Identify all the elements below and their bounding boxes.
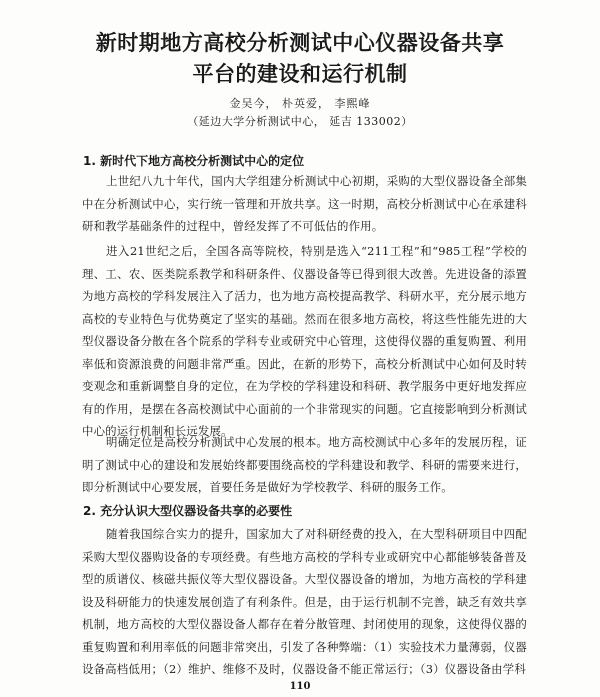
author-affiliation: （延边大学分析测试中心， 延吉 133002） <box>187 115 413 128</box>
paper-title-line-1: 新时期地方高校分析测试中心仪器设备共享 <box>95 31 505 55</box>
section-1-paragraph-2: 进入21世纪之后，全国各高等院校，特别是选入“211工程”和“985工程”学校的理、工、农、医类院系教学和科研条件、仪器设备等已得到很大改善。先进设备的添置为地方高校的学科发展注入了活力，也为地方高校提高教学、科研水平，充分展示地方高校的专业特色与优势奠定了坚实的基础。然而在很多地方高校，将这些性能先进的大型仪器设备分散在各个院系的学科专业或研究中心管理，这使得仪器的重复购置、利用率低和资源浪费的问题非常严重。因此，在新的形势下，高校分析测试中心如何及时转变观念和重新调整自身的定位，在为学校的学科建设和科研、教学服务中更好地发挥应有的作用，是摆在各高校测试中心面前的一个非常现实的问题。它直接影响到分析测试中心的运行机制和长远发展。 <box>82 244 527 438</box>
section-1-paragraph-1: 上世纪八九十年代，国内大学组建分析测试中心初期，采购的大型仪器设备全部集中在分析测试中心，实行统一管理和开放共享。这一时期，高校分析测试中心在承建科研和教学基础条件的过程中，曾经发挥了不可低估的作用。 <box>82 174 527 233</box>
page-number: 110 <box>289 681 311 692</box>
section-2-paragraph-1: 随着我国综合实力的提升，国家加大了对科研经费的投入，在大型科研项目中四配采购大型仪器购设备的专项经费。有些地方高校的学科专业或研究中心都能够装备普及型的质谱仪、核磁共振仪等大型仪器设备。大型仪器设备的增加，为地方高校的学科建设及科研能力的快速发展创造了有利条件。但是，由于运行机制不完善，缺乏有效共享机制，地方高校的大型仪器设备人都存在着分散管理、封闭使用的现象，这使得仪器的重复购置和利用率低的问题非常突出，引发了各种弊端：（1）实验技术力量薄弱，仪器设备高档低用；（2）维护、维修不及时，仪器设备不能正常运行；（3）仪器设备由学科 <box>82 527 527 676</box>
section-heading-2: 2. 充分认识大型仪器设备共享的必要性 <box>83 504 293 518</box>
section-1-paragraph-3: 明确定位是高校分析测试中心发展的根本。地方高校测试中心多年的发展历程，证明了测试中心的建设和发展始终都要围绕高校的学科建设和教学、科研的需要来进行，即分析测试中心要发展，首要任务是做好为学校教学、科研的服务工作。 <box>82 435 527 494</box>
section-heading-1: 1. 新时代下地方高校分析测试中心的定位 <box>83 154 305 168</box>
author-list: 金吴今， 朴英爱， 李熙峰 <box>229 97 371 110</box>
paper-title-line-2: 平台的建设和运行机制 <box>192 62 408 86</box>
